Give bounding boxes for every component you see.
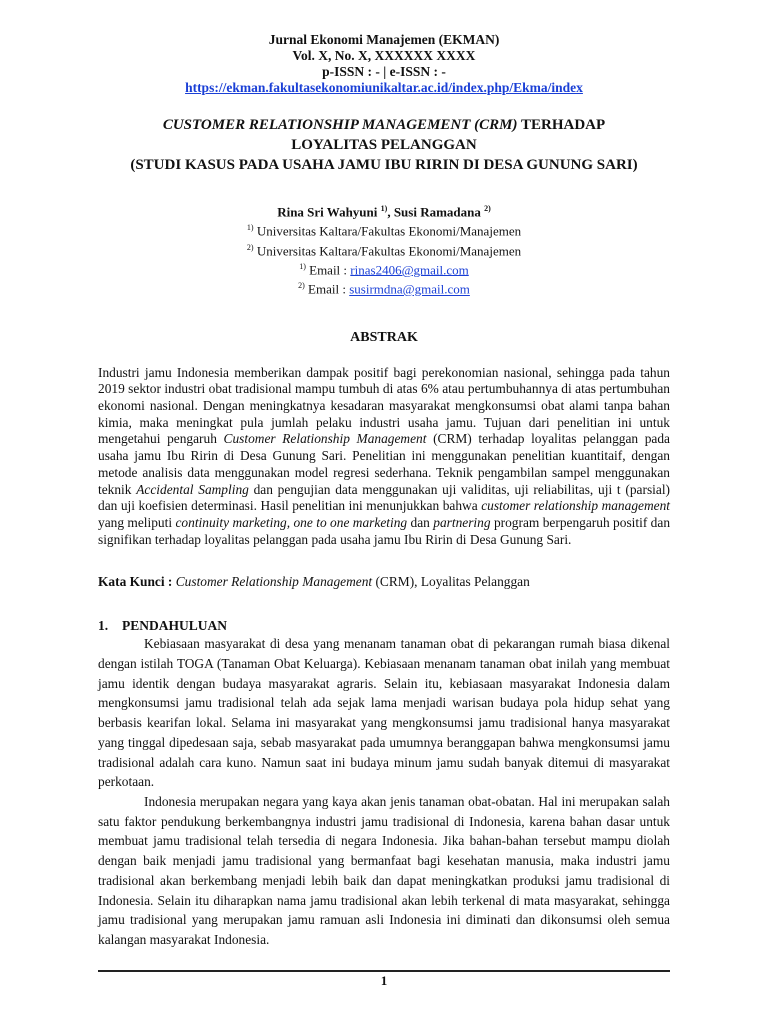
author-separator: , <box>387 204 394 220</box>
section-heading-pendahuluan <box>98 618 670 634</box>
abstract-span-2: (CRM) terhadap loyalitas pelanggan pada usaha jamu Ibu Ririn di Desa Gunung Sari. Penelitian ini menggunakan penelitian kuantitaif, dengan metode analisis data menggunakan model regresi sederhana. Teknik pengambilan sampel menggunakan teknik <box>98 431 670 497</box>
abstract-span-1: Industri jamu Indonesia memberikan dampak positif bagi perekonomian nasional, sehingga pada tahun 2019 sektor industri obat tradisional mampu tumbuh di atas 6% atau pertumbuhannya di atas pertumbuhan ekonomi nasional. Dengan meningkatnya kesadaran masyarakat mengkonsumsi obat alami tanpa bahan kimia, maka meningkat pula jumlah pelaku industri usaha jamu. Tujuan dari penelitian ini untuk mengetahui pengaruh <box>98 364 670 447</box>
abstract-span-4: yang meliputi <box>98 514 176 530</box>
title-line2: LOYALITAS PELANGGAN <box>291 137 477 153</box>
affiliation-1 <box>98 220 670 239</box>
email-1-label: Email : <box>309 262 351 278</box>
journal-header <box>98 32 670 96</box>
journal-url-link[interactable]: https://ekman.fakultasekonomiunikaltar.ac.id/index.php/Ekma/index <box>185 80 583 95</box>
paper-page <box>98 32 670 950</box>
page-number: 1 <box>380 973 388 988</box>
abstract-span-5: dan <box>407 514 434 530</box>
abstract-italic-3: customer relationship management <box>481 498 670 514</box>
paper-title <box>98 115 670 175</box>
section-number: 1. <box>98 618 109 634</box>
email-2-link[interactable]: susirmdna@gmail.com <box>349 281 470 297</box>
email-1-link[interactable]: rinas2406@gmail.com <box>350 262 469 278</box>
email-2-label: Email : <box>308 281 350 297</box>
affiliation-2 <box>98 240 670 259</box>
section-body <box>98 634 670 949</box>
keywords <box>98 574 670 590</box>
abstract-italic-2: Accidental Sampling <box>136 481 249 497</box>
keywords-label: Kata Kunci : <box>98 574 176 590</box>
author-2-sup: 2) <box>484 204 491 213</box>
abstract-italic-1: Customer Relationship Management <box>223 431 427 447</box>
abstract-span-6: program berpengaruh positif dan signifikan terhadap loyalitas pelanggan pada usaha jamu Ibu Ririn di Desa Gunung Sari. <box>98 514 671 547</box>
email-1-sup: 1) <box>299 261 306 271</box>
affiliation-1-text: Universitas Kaltara/Fakultas Ekonomi/Manajemen <box>256 223 522 239</box>
section-title: PENDAHULUAN <box>122 618 228 634</box>
title-line3: (STUDI KASUS PADA USAHA JAMU IBU RIRIN DI DESA GUNUNG SARI) <box>130 157 638 173</box>
journal-issn: p-ISSN : - | e-ISSN : - <box>322 64 446 79</box>
email-2-sup: 2) <box>298 281 305 291</box>
abstract-heading: ABSTRAK <box>350 329 418 345</box>
author-block <box>98 201 670 298</box>
journal-volume: Vol. X, No. X, XXXXXX XXXX <box>292 48 476 63</box>
journal-name: Jurnal Ekonomi Manajemen (EKMAN) <box>268 32 500 47</box>
abstract-text <box>98 365 670 549</box>
author-1: Rina Sri Wahyuni <box>277 204 378 220</box>
abstract-italic-4: continuity marketing, one to one marketing <box>175 514 408 530</box>
author-2: Susi Ramadana <box>393 204 481 220</box>
affiliation-2-sup: 2) <box>246 242 254 252</box>
affiliation-2-text: Universitas Kaltara/Fakultas Ekonomi/Manajemen <box>256 242 522 258</box>
body-paragraph-2: Indonesia merupakan negara yang kaya akan jenis tanaman obat-obatan. Hal ini merupakan salah satu faktor pendukung berkembangnya industri jamu tradisional di Indonesia, karena bahan dasar untuk membuat jamu tradisional telah tersedia di negara Indonesia. Jika bahan-bahan tersebut mampu diolah dengan baik menjadi jamu tradisional yang bermanfaat bagi kesehatan manusia, maka industri jamu tradisional akan berkembang menjadi lebih baik dan dapat meningkatkan produksi jamu tradisional di Indonesia. Selain itu diharapkan nama jamu tradisional akan lebih terkenal di mata masyarakat, sehingga jamu tradisional yang merupakan jamu ramuan asli Indonesia ini diminati dan dikonsumsi oleh semua kalangan masyarakat Indonesia. <box>98 794 670 947</box>
author-1-sup: 1) <box>380 204 388 213</box>
abstract-italic-5: partnering <box>433 514 491 530</box>
email-1-line <box>98 259 670 278</box>
footer-divider <box>98 970 670 972</box>
title-line1-rest: TERHADAP <box>517 117 606 133</box>
title-italic-part: CUSTOMER RELATIONSHIP MANAGEMENT (CRM) <box>162 117 518 133</box>
body-paragraph-1: Kebiasaan masyarakat di desa yang menanam tanaman obat di pekarangan rumah biasa dikenal dengan istilah TOGA (Tanaman Obat Keluarga). Kebiasaan menanam tanaman obat inilah yang membuat jamu identik dengan budaya masyarakat agraris. Selain itu, kebiasaan masyarakat Indonesia dalam mengkonsumsi jamu tradisional telah ada sejak lama menjadi warisan budaya pola hidup sehat yang berbasis kearifan lokal. Selama ini masyarakat yang mengkonsumsi jamu tradisional hanya masyarakat yang tinggal dipedesaan saja, sebab masyarakat pada umumnya beranggapan bahwa mengkonsumsi jamu tradisional adalah cara kuno. Namun saat ini budaya minum jamu sudah banyak ditemui di masyarakat perkotaan. <box>98 636 670 790</box>
keywords-italic: Customer Relationship Management <box>175 574 373 590</box>
keywords-rest: (CRM), Loyalitas Pelanggan <box>372 574 530 590</box>
affiliation-1-sup: 1) <box>246 223 254 233</box>
email-2-line <box>98 278 670 297</box>
abstract-span-3: dan pengujian data menggunakan uji validitas, uji reliabilitas, uji t (parsial) dan uji koefisien determinasi. Hasil penelitian ini menunjukkan bahwa <box>98 481 671 514</box>
author-names <box>98 201 670 220</box>
